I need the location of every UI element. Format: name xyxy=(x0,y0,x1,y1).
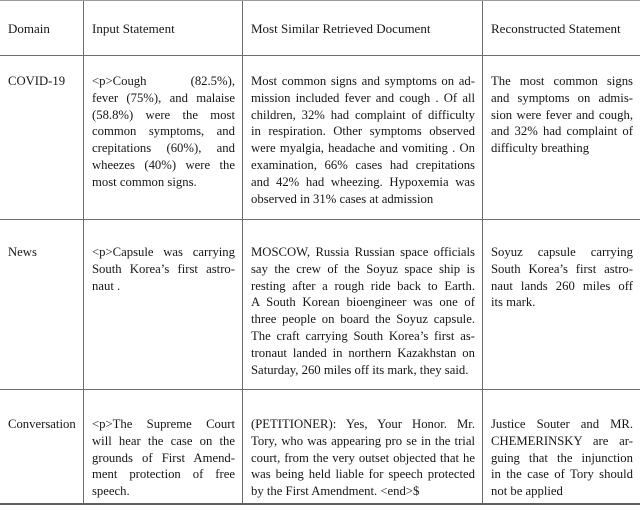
text-line: MOSCOW, Russia Russian space officials xyxy=(251,245,475,259)
reconstructed-statement-cell xyxy=(483,56,640,219)
column-header-retrieved-document: Most Similar Retrieved Document xyxy=(243,1,483,55)
text-line: common symptoms, and xyxy=(92,124,235,139)
text-line: Justice Souter and MR. xyxy=(491,417,633,431)
text-line: not be applied xyxy=(491,484,563,499)
retrieved-document-cell xyxy=(243,56,483,219)
text-line: <p>Capsule was carrying xyxy=(92,245,235,259)
text-line: mission included fever and cough . Of all xyxy=(251,90,475,105)
text-line: grounds of First Amend- xyxy=(92,450,235,465)
retrieved-document-cell xyxy=(243,220,483,389)
reconstructed-statement-cell xyxy=(483,390,640,503)
text-line: Soyuz capsule carrying xyxy=(491,245,633,259)
text-line: A South Korean bioengineer was one of xyxy=(251,295,475,310)
text-line: will hear the case on the xyxy=(92,433,235,448)
table-header-row xyxy=(0,1,640,56)
text-line: observed in 31% cases at admission xyxy=(251,191,434,206)
text-line: children, 32% had complaint of difficulty xyxy=(251,107,475,122)
text-line: (PETITIONER): Yes, Your Honor. Mr. xyxy=(251,417,475,431)
table-row xyxy=(0,390,640,503)
text-line: naut lands 260 miles off xyxy=(491,278,633,293)
reconstructed-statement-cell xyxy=(483,220,640,389)
input-statement-cell xyxy=(84,56,243,219)
text-line: were myalgia, headache and vomiting . On xyxy=(251,141,475,156)
text-line: court, from the very outset objected that he xyxy=(251,450,475,465)
text-line: tronaut landed in northern Kazakhstan on xyxy=(251,345,475,360)
text-line: its mark. xyxy=(491,295,536,310)
domain-cell: News xyxy=(0,220,84,389)
text-line: South Korea’s first astro- xyxy=(491,261,633,276)
table-row xyxy=(0,220,640,390)
text-line: The craft carrying South Korea’s first as- xyxy=(251,328,475,343)
text-line: (58.8%) were the most xyxy=(92,107,235,122)
text-line: Tory, who was appearing pro se in the trial xyxy=(251,433,475,448)
text-line: most common signs. xyxy=(92,174,197,189)
text-line: was being held liable for speech protected xyxy=(251,467,475,482)
text-line: wheezes (40%) were the xyxy=(92,157,235,172)
input-statement-cell xyxy=(84,220,243,389)
text-line: <p>Cough (82.5%), xyxy=(92,74,235,88)
domain-cell: Conversation xyxy=(0,390,84,503)
text-line: and 32% had complaint of xyxy=(491,124,633,139)
text-line: Most common signs and symptoms on ad- xyxy=(251,74,475,88)
text-line: resting after a rough ride back to Earth. xyxy=(251,278,475,293)
table-row xyxy=(0,56,640,220)
text-line: fever (75%), and malaise xyxy=(92,90,235,105)
text-line: speech. xyxy=(92,484,130,499)
text-line: difficulty breathing xyxy=(491,141,590,156)
text-line: guing that the injunction xyxy=(491,450,633,465)
column-header-reconstructed-statement: Reconstructed Statement xyxy=(491,20,621,36)
input-statement-cell xyxy=(84,390,243,503)
column-header-domain: Domain xyxy=(0,1,84,55)
text-line: examination, 66% cases had crepitations xyxy=(251,157,475,172)
text-line: ment protection of free xyxy=(92,467,235,482)
text-line: in respiration. Other symptoms observed xyxy=(251,124,475,139)
text-line: by the First Amendment. <end>$ xyxy=(251,484,420,499)
text-line: crepitations (60%), and xyxy=(92,141,235,156)
text-line: naut . xyxy=(92,278,121,293)
text-line: in the case of Tory should xyxy=(491,467,633,482)
text-line: South Korea’s first astro- xyxy=(92,261,235,276)
text-line: and symptoms on admis- xyxy=(491,90,633,105)
retrieved-document-cell xyxy=(243,390,483,503)
table-body xyxy=(0,56,640,503)
column-header-input-statement: Input Statement xyxy=(84,1,243,55)
text-line: sion were fever and cough, xyxy=(491,107,633,122)
domain-cell: COVID-19 xyxy=(0,56,84,219)
text-line: say the crew of the Soyuz space ship is xyxy=(251,261,475,276)
text-line: and 42% had wheezing. Hypoxemia was xyxy=(251,174,475,189)
text-line: three people on board the Soyuz capsule. xyxy=(251,312,475,327)
text-line: CHEMERINSKY are ar- xyxy=(491,433,633,448)
text-line: <p>The Supreme Court xyxy=(92,417,235,431)
text-line: Saturday, 260 miles off its mark, they said. xyxy=(251,362,469,377)
text-line: The most common signs xyxy=(491,74,633,88)
